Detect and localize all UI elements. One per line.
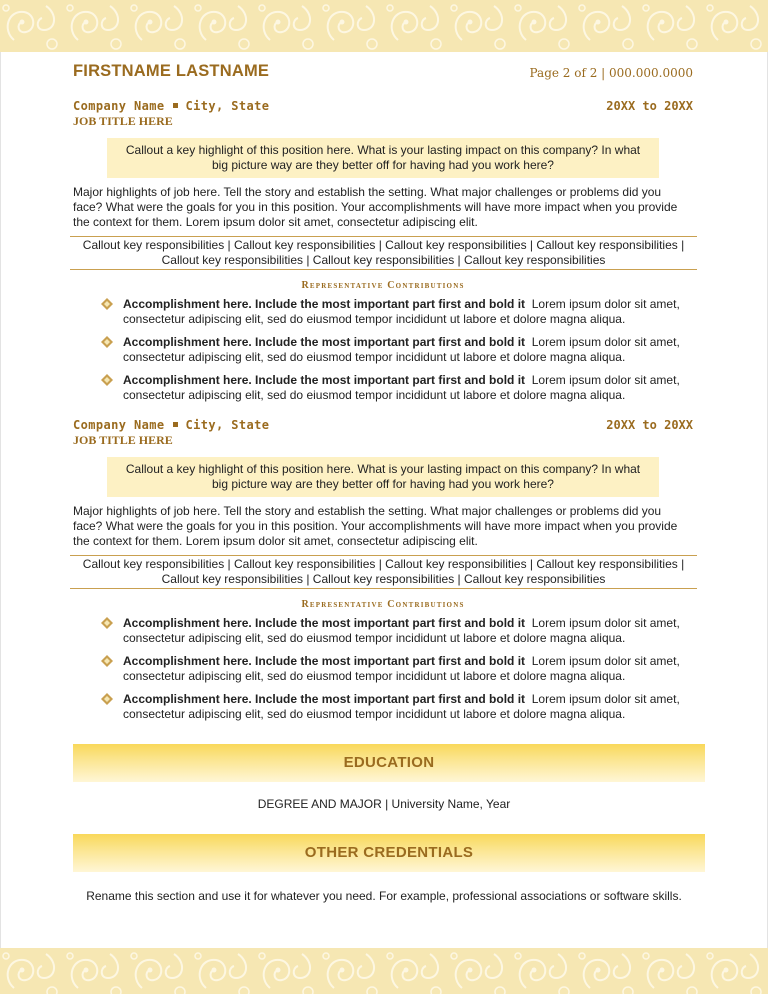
accomplishment-text: consectetur adipiscing elit, sed do eiusmod tempor incididunt ut labore et dolore magna aliqua. — [123, 669, 626, 683]
callout-line: big picture way are they better off for having had you work here? — [212, 158, 554, 172]
story-line: face? What were the goals for you in this position. Your accomplishments will have more impact when you provide — [73, 519, 678, 533]
accomplishment-bold: Accomplishment here. Include the most important part first and bold it — [123, 654, 526, 668]
responsibilities-line: Callout key responsibilities | Callout key responsibilities | Callout key responsibilities — [161, 572, 606, 586]
diamond-bullet-icon — [101, 374, 113, 386]
contributions-heading: Representative Contributions — [301, 599, 465, 610]
story-line: face? What were the goals for you in this position. Your accomplishments will have more impact when you provide — [73, 200, 678, 214]
candidate-name: FIRSTNAME LASTNAME — [73, 62, 270, 80]
accomplishment-bold: Accomplishment here. Include the most important part first and bold it — [123, 373, 526, 387]
responsibilities-line: Callout key responsibilities | Callout key responsibilities | Callout key responsibilities | Callout key responsibilities | — [82, 238, 685, 252]
callout-line: big picture way are they better off for having had you work here? — [212, 477, 554, 491]
accomplishment-bold: Accomplishment here. Include the most important part first and bold it — [123, 297, 526, 311]
accomplishment-bold: Accomplishment here. Include the most important part first and bold it — [123, 335, 526, 349]
paisley-pattern-graphic — [0, 0, 768, 52]
job-callout — [107, 457, 659, 497]
responsibilities-line: Callout key responsibilities | Callout key responsibilities | Callout key responsibilities | Callout key responsibilities | — [82, 557, 685, 571]
education-line: DEGREE AND MAJOR | University Name, Year — [257, 797, 511, 811]
accomplishment-bold: Accomplishment here. Include the most important part first and bold it — [123, 692, 526, 706]
accomplishment-item — [73, 692, 693, 722]
company-line — [73, 418, 693, 432]
contributions-heading: Representative Contributions — [301, 280, 465, 291]
story-line: the context for them. Lorem ipsum dolor sit amet, consectetur adipiscing elit. — [73, 215, 478, 229]
job-story — [73, 185, 693, 230]
square-separator-icon — [173, 103, 178, 108]
diamond-bullet-icon — [101, 617, 113, 629]
job-entry — [73, 418, 693, 722]
diamond-bullet-icon — [101, 298, 113, 310]
callout-line: Callout a key highlight of this position here. What is your lasting impact on this company? In what — [125, 462, 641, 476]
story-line: Major highlights of job here. Tell the story and establish the setting. What major challenges or problems did you — [73, 504, 662, 518]
accomplishment-text: consectetur adipiscing elit, sed do eiusmod tempor incididunt ut labore et dolore magna aliqua. — [123, 350, 626, 364]
accomplishment-bold: Accomplishment here. Include the most important part first and bold it — [123, 616, 526, 630]
education-heading: EDUCATION — [73, 744, 705, 782]
company-location: City, State — [185, 418, 270, 432]
company-location: City, State — [185, 99, 270, 113]
paisley-pattern-top — [0, 0, 768, 52]
job-dates: 20XX to 20XX — [606, 418, 693, 432]
diamond-bullet-icon — [101, 693, 113, 705]
accomplishment-text: Lorem ipsum dolor sit amet, — [531, 654, 680, 668]
company-name: Company Name — [73, 418, 165, 432]
accomplishment-text: consectetur adipiscing elit, sed do eiusmod tempor incididunt ut labore et dolore magna aliqua. — [123, 631, 626, 645]
job-dates: 20XX to 20XX — [606, 99, 693, 113]
credentials-line: Rename this section and use it for whatever you need. For example, professional associations or software skills. — [86, 889, 682, 903]
job-title: JOB TITLE HERE — [73, 114, 173, 128]
story-line: the context for them. Lorem ipsum dolor sit amet, consectetur adipiscing elit. — [73, 534, 478, 548]
accomplishment-text: Lorem ipsum dolor sit amet, — [531, 616, 680, 630]
diamond-bullet-icon — [101, 336, 113, 348]
paisley-pattern-graphic — [0, 948, 768, 994]
accomplishment-text: consectetur adipiscing elit, sed do eiusmod tempor incididunt ut labore et dolore magna aliqua. — [123, 388, 626, 402]
job-story — [73, 504, 693, 549]
accomplishment-item — [73, 335, 693, 365]
accomplishment-item — [73, 297, 693, 327]
responsibilities-box — [70, 555, 697, 589]
job-title: JOB TITLE HERE — [73, 433, 173, 447]
diamond-bullet-icon — [101, 655, 113, 667]
accomplishment-text: Lorem ipsum dolor sit amet, — [531, 373, 680, 387]
job-callout — [107, 138, 659, 178]
page-info: Page 2 of 2 | 000.000.0000 — [529, 66, 693, 80]
company-name: Company Name — [73, 99, 165, 113]
company-line — [73, 99, 693, 113]
square-separator-icon — [173, 422, 178, 427]
accomplishment-text: Lorem ipsum dolor sit amet, — [531, 692, 680, 706]
callout-line: Callout a key highlight of this position here. What is your lasting impact on this company? In what — [125, 143, 641, 157]
responsibilities-line: Callout key responsibilities | Callout key responsibilities | Callout key responsibilities — [161, 253, 606, 267]
accomplishment-item — [73, 616, 693, 646]
accomplishment-item — [73, 373, 693, 403]
story-line: Major highlights of job here. Tell the story and establish the setting. What major challenges or problems did you — [73, 185, 662, 199]
credentials-heading: OTHER CREDENTIALS — [73, 834, 705, 872]
job-entry — [73, 99, 693, 403]
accomplishment-text: consectetur adipiscing elit, sed do eiusmod tempor incididunt ut labore et dolore magna aliqua. — [123, 312, 626, 326]
paisley-pattern-bottom — [0, 948, 768, 994]
accomplishment-text: Lorem ipsum dolor sit amet, — [531, 335, 680, 349]
accomplishment-item — [73, 654, 693, 684]
accomplishment-text: Lorem ipsum dolor sit amet, — [531, 297, 680, 311]
accomplishment-text: consectetur adipiscing elit, sed do eiusmod tempor incididunt ut labore et dolore magna aliqua. — [123, 707, 626, 721]
responsibilities-box — [70, 236, 697, 270]
